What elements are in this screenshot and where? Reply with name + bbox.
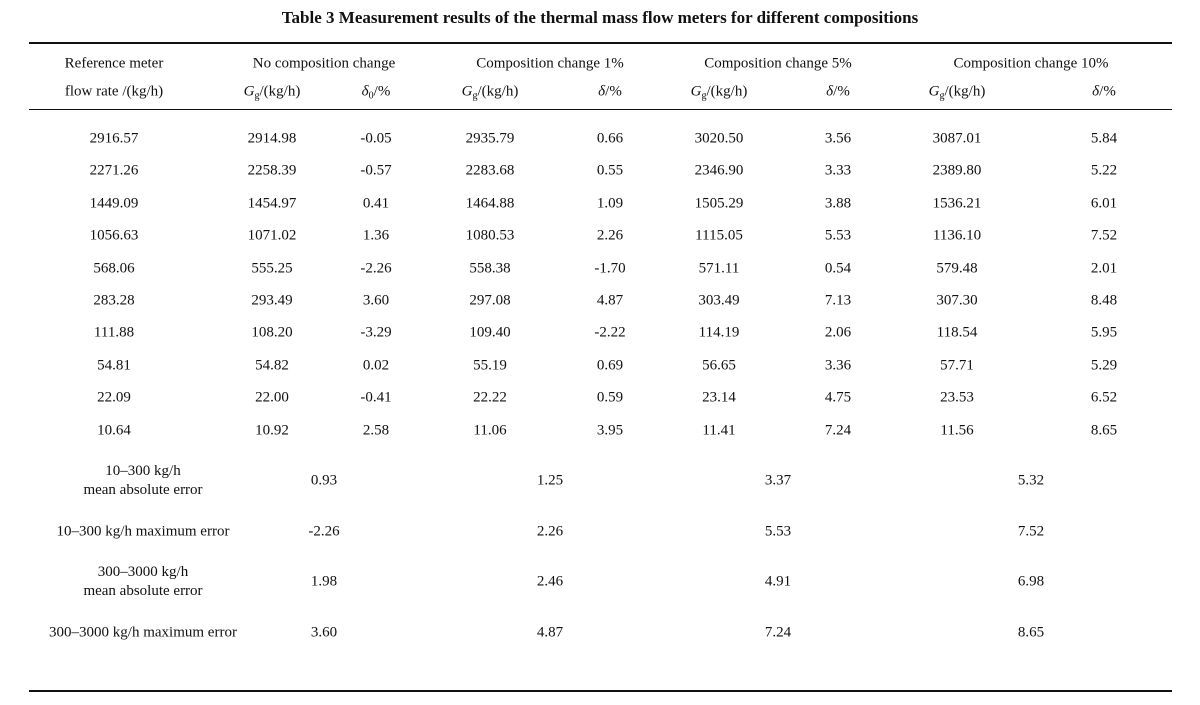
flow-value-cell: 1115.05 xyxy=(695,227,743,244)
summary-value-cell: -2.26 xyxy=(308,523,340,540)
summary-label-line: 10–300 kg/h maximum error xyxy=(56,523,230,540)
flow-value-cell: 1505.29 xyxy=(694,195,744,212)
summary-label-line: 300–3000 kg/h xyxy=(97,564,189,580)
flow-value-cell: 293.49 xyxy=(251,292,293,309)
delta-unit: /% xyxy=(1099,83,1116,100)
error-value-cell: 5.84 xyxy=(1090,130,1118,147)
error-value-cell: 3.88 xyxy=(824,195,852,212)
flow-value-cell: 297.08 xyxy=(469,292,511,309)
header-gg-1 xyxy=(244,83,301,102)
flow-value-cell: 307.30 xyxy=(936,292,978,309)
gg-unit: /(kg/h) xyxy=(477,83,519,100)
summary-value-cell: 4.91 xyxy=(764,573,792,590)
error-value-cell: 0.66 xyxy=(596,130,624,147)
flow-value-cell: 109.40 xyxy=(469,324,511,341)
flow-value-cell: 1136.10 xyxy=(932,227,982,244)
header-delta-3 xyxy=(826,83,850,102)
summary-value-cell: 7.24 xyxy=(764,624,792,641)
gg-unit: /(kg/h) xyxy=(706,83,748,100)
error-value-cell: 3.95 xyxy=(596,422,624,439)
flow-value-cell: 57.71 xyxy=(940,357,974,374)
flow-value-cell: 22.22 xyxy=(473,389,507,406)
flow-value-cell: 2389.80 xyxy=(932,162,982,179)
reference-flow-cell: 568.06 xyxy=(93,260,135,277)
error-value-cell: 7.13 xyxy=(824,292,852,309)
header-gg-2 xyxy=(462,83,519,102)
error-value-cell: 3.56 xyxy=(824,130,852,147)
error-value-cell: 2.58 xyxy=(362,422,390,439)
top-rule xyxy=(29,42,1172,44)
summary-value-cell: 1.25 xyxy=(536,472,564,489)
gg-symbol: G xyxy=(928,83,940,100)
header-delta-2 xyxy=(598,83,622,102)
summary-label xyxy=(49,624,237,643)
summary-value-cell: 7.52 xyxy=(1017,523,1045,540)
flow-value-cell: 1454.97 xyxy=(247,195,297,212)
summary-label-line: mean absolute error xyxy=(83,482,203,498)
header-reference-meter xyxy=(65,55,164,74)
header-group-label: Composition change 10% xyxy=(953,55,1109,72)
reference-flow-cell: 22.09 xyxy=(97,389,131,406)
error-value-cell: 4.87 xyxy=(596,292,624,309)
delta-subscript: 0 xyxy=(368,90,374,102)
error-value-cell: -2.22 xyxy=(594,324,626,341)
error-value-cell: -3.29 xyxy=(360,324,392,341)
flow-value-cell: 555.25 xyxy=(251,260,293,277)
header-rule xyxy=(29,109,1172,110)
reference-flow-cell: 1056.63 xyxy=(89,227,139,244)
error-value-cell: 2.26 xyxy=(596,227,624,244)
error-value-cell: 8.65 xyxy=(1090,422,1118,439)
reference-flow-cell: 111.88 xyxy=(93,324,135,341)
gg-symbol: G xyxy=(461,83,473,100)
gg-subscript: g xyxy=(701,90,707,102)
gg-subscript: g xyxy=(254,90,260,102)
error-value-cell: 7.52 xyxy=(1090,227,1118,244)
error-value-cell: -0.05 xyxy=(360,130,392,147)
flow-value-cell: 10.92 xyxy=(255,422,289,439)
summary-value-cell: 4.87 xyxy=(536,624,564,641)
summary-label xyxy=(83,462,202,500)
header-group-label: No composition change xyxy=(252,55,396,72)
gg-unit: /(kg/h) xyxy=(259,83,301,100)
summary-value-cell: 2.46 xyxy=(536,573,564,590)
summary-value-cell: 5.53 xyxy=(764,523,792,540)
header-gg-4 xyxy=(929,83,986,102)
flow-value-cell: 2935.79 xyxy=(465,130,515,147)
flow-value-cell: 3087.01 xyxy=(932,130,982,147)
error-value-cell: -0.41 xyxy=(360,389,392,406)
gg-subscript: g xyxy=(939,90,945,102)
flow-value-cell: 303.49 xyxy=(698,292,740,309)
error-value-cell: -0.57 xyxy=(360,162,392,179)
error-value-cell: 6.52 xyxy=(1090,389,1118,406)
flow-value-cell: 22.00 xyxy=(255,389,289,406)
summary-value-cell: 8.65 xyxy=(1017,624,1045,641)
flow-value-cell: 558.38 xyxy=(469,260,511,277)
error-value-cell: 6.01 xyxy=(1090,195,1118,212)
header-group-3 xyxy=(704,55,851,74)
flow-value-cell: 118.54 xyxy=(936,324,978,341)
summary-value-cell: 1.98 xyxy=(310,573,338,590)
error-value-cell: 0.59 xyxy=(596,389,624,406)
summary-value-cell: 6.98 xyxy=(1017,573,1045,590)
header-delta-1 xyxy=(362,83,391,102)
delta-symbol: δ xyxy=(361,83,369,100)
reference-flow-cell: 10.64 xyxy=(97,422,131,439)
error-value-cell: 3.33 xyxy=(824,162,852,179)
reference-flow-cell: 2271.26 xyxy=(89,162,139,179)
error-value-cell: 3.36 xyxy=(824,357,852,374)
error-value-cell: 0.41 xyxy=(362,195,390,212)
flow-value-cell: 114.19 xyxy=(698,324,740,341)
error-value-cell: 0.54 xyxy=(824,260,852,277)
header-group-label: Composition change 5% xyxy=(704,55,852,72)
flow-value-cell: 2283.68 xyxy=(465,162,515,179)
delta-unit: /% xyxy=(833,83,850,100)
flow-value-cell: 579.48 xyxy=(936,260,978,277)
header-flow-rate xyxy=(65,83,163,102)
error-value-cell: 3.60 xyxy=(362,292,390,309)
summary-label-line: mean absolute error xyxy=(83,583,203,599)
bottom-rule xyxy=(29,690,1172,692)
flow-value-cell: 3020.50 xyxy=(694,130,744,147)
flow-value-cell: 2258.39 xyxy=(247,162,297,179)
error-value-cell: 0.02 xyxy=(362,357,390,374)
flow-value-cell: 1080.53 xyxy=(465,227,515,244)
error-value-cell: 5.22 xyxy=(1090,162,1118,179)
flow-value-cell: 108.20 xyxy=(251,324,293,341)
error-value-cell: 5.95 xyxy=(1090,324,1118,341)
error-value-cell: 1.09 xyxy=(596,195,624,212)
gg-symbol: G xyxy=(243,83,255,100)
summary-label-line: 10–300 kg/h xyxy=(105,463,181,479)
error-value-cell: 5.29 xyxy=(1090,357,1118,374)
flow-value-cell: 11.56 xyxy=(940,422,974,439)
flow-value-cell: 571.11 xyxy=(698,260,740,277)
summary-value-cell: 5.32 xyxy=(1017,472,1045,489)
header-ref-line2: flow rate /(kg/h) xyxy=(64,83,164,100)
delta-unit: /% xyxy=(373,83,391,100)
header-delta-4 xyxy=(1092,83,1116,102)
table-title: Table 3 Measurement results of the thermal mass flow meters for different compositions xyxy=(281,8,919,27)
flow-value-cell: 1536.21 xyxy=(932,195,982,212)
flow-value-cell: 2914.98 xyxy=(247,130,297,147)
delta-symbol: δ xyxy=(598,83,606,100)
gg-subscript: g xyxy=(472,90,478,102)
error-value-cell: 2.06 xyxy=(824,324,852,341)
error-value-cell: 2.01 xyxy=(1090,260,1118,277)
summary-label-line: 300–3000 kg/h maximum error xyxy=(49,624,237,641)
summary-value-cell: 0.93 xyxy=(310,472,338,489)
header-ref-line1: Reference meter xyxy=(64,55,164,72)
delta-unit: /% xyxy=(605,83,622,100)
flow-value-cell: 23.53 xyxy=(940,389,974,406)
header-gg-3 xyxy=(691,83,748,102)
reference-flow-cell: 54.81 xyxy=(97,357,131,374)
summary-label xyxy=(57,523,230,542)
header-group-2 xyxy=(476,55,623,74)
summary-value-cell: 3.37 xyxy=(764,472,792,489)
flow-value-cell: 23.14 xyxy=(702,389,736,406)
error-value-cell: 7.24 xyxy=(824,422,852,439)
error-value-cell: 0.69 xyxy=(596,357,624,374)
error-value-cell: -1.70 xyxy=(594,260,626,277)
flow-value-cell: 11.41 xyxy=(702,422,736,439)
reference-flow-cell: 2916.57 xyxy=(89,130,139,147)
error-value-cell: 0.55 xyxy=(596,162,624,179)
error-value-cell: 5.53 xyxy=(824,227,852,244)
header-group-label: Composition change 1% xyxy=(476,55,624,72)
delta-symbol: δ xyxy=(826,83,834,100)
summary-value-cell: 3.60 xyxy=(310,624,338,641)
summary-value-cell: 2.26 xyxy=(536,523,564,540)
reference-flow-cell: 1449.09 xyxy=(89,195,139,212)
header-group-4 xyxy=(954,55,1109,74)
flow-value-cell: 11.06 xyxy=(473,422,507,439)
gg-unit: /(kg/h) xyxy=(944,83,986,100)
gg-symbol: G xyxy=(690,83,702,100)
flow-value-cell: 54.82 xyxy=(255,357,289,374)
header-group-1 xyxy=(253,55,395,74)
flow-value-cell: 2346.90 xyxy=(694,162,744,179)
flow-value-cell: 1464.88 xyxy=(465,195,515,212)
delta-symbol: δ xyxy=(1092,83,1100,100)
summary-label xyxy=(83,563,202,601)
error-value-cell: 8.48 xyxy=(1090,292,1118,309)
flow-value-cell: 1071.02 xyxy=(247,227,297,244)
flow-value-cell: 55.19 xyxy=(473,357,507,374)
reference-flow-cell: 283.28 xyxy=(93,292,135,309)
flow-value-cell: 56.65 xyxy=(702,357,736,374)
error-value-cell: 4.75 xyxy=(824,389,852,406)
error-value-cell: -2.26 xyxy=(360,260,392,277)
error-value-cell: 1.36 xyxy=(362,227,390,244)
